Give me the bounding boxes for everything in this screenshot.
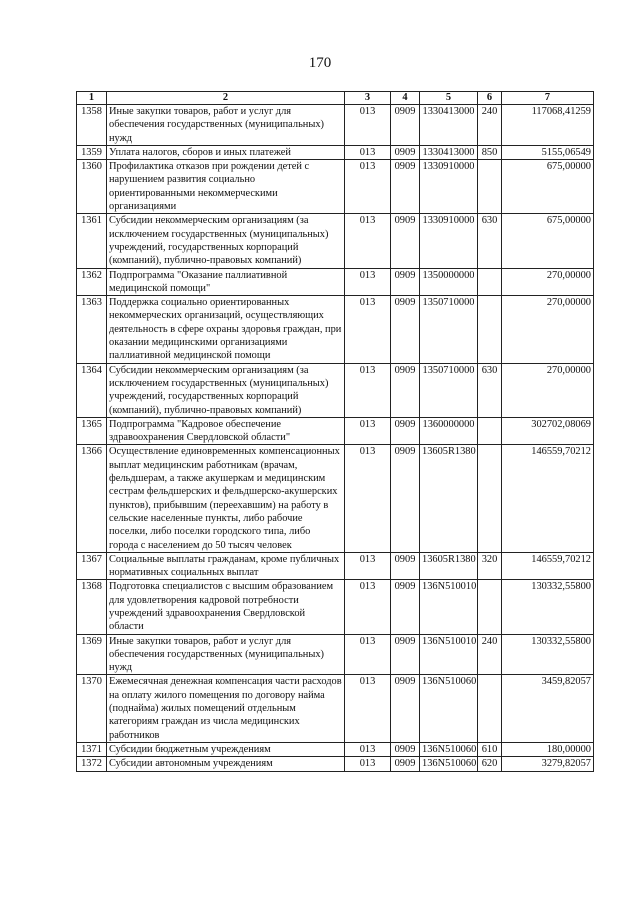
section-code-cell: 0909 (391, 580, 420, 634)
amount-cell: 130332,55800 (502, 634, 594, 675)
table-row (77, 145, 594, 159)
section-code-cell: 0909 (391, 105, 420, 146)
amount-cell: 3279,82057 (502, 757, 594, 771)
amount-cell: 270,00000 (502, 296, 594, 363)
row-number-cell: 1363 (77, 296, 107, 363)
column-header: 4 (391, 92, 420, 105)
table-row (77, 580, 594, 634)
table-row (77, 552, 594, 580)
budget-table (76, 91, 594, 772)
table-row (77, 634, 594, 675)
table-row (77, 214, 594, 268)
column-header: 1 (77, 92, 107, 105)
expense-name-cell: Субсидии некоммерческим организациям (за исключением государственных (муниципальных) учреждений, государственных корпораций (компаний), публично-правовых компаний) (107, 363, 345, 417)
expense-type-cell: 610 (478, 742, 502, 756)
page-number: 170 (308, 55, 332, 71)
row-number-cell: 1367 (77, 552, 107, 580)
expense-type-cell (478, 268, 502, 296)
amount-cell: 270,00000 (502, 268, 594, 296)
amount-cell: 117068,41259 (502, 105, 594, 146)
section-code-cell: 0909 (391, 757, 420, 771)
expense-type-cell (478, 445, 502, 552)
section-code-cell: 0909 (391, 634, 420, 675)
expense-name-cell: Ежемесячная денежная компенсация части расходов на оплату жилого помещения по договору найма (поднайма) жилых помещений отдельным категориям граждан из числа медицинских работников (107, 675, 345, 742)
table-row (77, 363, 594, 417)
table-row (77, 757, 594, 771)
amount-cell: 675,00000 (502, 214, 594, 268)
section-code-cell: 0909 (391, 268, 420, 296)
expense-name-cell: Подготовка специалистов с высшим образованием для удовлетворения кадровой потребности учреждений здравоохранения Свердловской области (107, 580, 345, 634)
expense-name-cell: Подпрограмма "Кадровое обеспечение здравоохранения Свердловской области" (107, 417, 345, 445)
expense-name-cell: Поддержка социально ориентированных некоммерческих организаций, осуществляющих деятельность в сфере охраны здоровья граждан, при оказании медицинскими организациями паллиативной медицинской помощи (107, 296, 345, 363)
row-number-cell: 1364 (77, 363, 107, 417)
target-article-cell: 136N510010 (420, 634, 478, 675)
row-number-cell: 1362 (77, 268, 107, 296)
target-article-cell: 13605R1380 (420, 552, 478, 580)
table-row (77, 417, 594, 445)
target-article-cell: 1330910000 (420, 214, 478, 268)
expense-name-cell: Подпрограмма "Оказание паллиативной медицинской помощи" (107, 268, 345, 296)
row-number-cell: 1360 (77, 160, 107, 214)
expense-type-cell: 630 (478, 363, 502, 417)
target-article-cell: 136N510060 (420, 757, 478, 771)
ministry-code-cell: 013 (345, 445, 391, 552)
target-article-cell: 1350710000 (420, 296, 478, 363)
table-row (77, 675, 594, 742)
ministry-code-cell: 013 (345, 214, 391, 268)
expense-type-cell: 240 (478, 105, 502, 146)
column-header: 5 (420, 92, 478, 105)
section-code-cell: 0909 (391, 445, 420, 552)
expense-name-cell: Уплата налогов, сборов и иных платежей (107, 145, 345, 159)
column-header: 3 (345, 92, 391, 105)
expense-type-cell (478, 417, 502, 445)
row-number-cell: 1369 (77, 634, 107, 675)
table-row (77, 160, 594, 214)
ministry-code-cell: 013 (345, 757, 391, 771)
table-body (77, 105, 594, 772)
section-code-cell: 0909 (391, 552, 420, 580)
ministry-code-cell: 013 (345, 417, 391, 445)
section-code-cell: 0909 (391, 145, 420, 159)
row-number-cell: 1372 (77, 757, 107, 771)
expense-type-cell (478, 296, 502, 363)
ministry-code-cell: 013 (345, 268, 391, 296)
amount-cell: 146559,70212 (502, 445, 594, 552)
ministry-code-cell: 013 (345, 675, 391, 742)
row-number-cell: 1368 (77, 580, 107, 634)
section-code-cell: 0909 (391, 363, 420, 417)
expense-name-cell: Осуществление единовременных компенсационных выплат медицинским работникам (врачам, фельдшерам, а также акушеркам и медицинским сестрам фельдшерских и фельдшерско-акушерских пунктов), прибывшим (переехавшим) на работу в сельские населенные пункты, либо рабочие поселки, либо поселки городского типа, либо города с населением до 50 тысяч человек (107, 445, 345, 552)
target-article-cell: 13605R1380 (420, 445, 478, 552)
target-article-cell: 1350710000 (420, 363, 478, 417)
expense-name-cell: Субсидии некоммерческим организациям (за исключением государственных (муниципальных) учреждений, государственных корпораций (компаний), публично-правовых компаний) (107, 214, 345, 268)
expense-type-cell: 620 (478, 757, 502, 771)
amount-cell: 3459,82057 (502, 675, 594, 742)
expense-type-cell: 850 (478, 145, 502, 159)
section-code-cell: 0909 (391, 675, 420, 742)
amount-cell: 675,00000 (502, 160, 594, 214)
amount-cell: 5155,06549 (502, 145, 594, 159)
row-number-cell: 1371 (77, 742, 107, 756)
expense-name-cell: Субсидии бюджетным учреждениям (107, 742, 345, 756)
table-row (77, 105, 594, 146)
row-number-cell: 1358 (77, 105, 107, 146)
row-number-cell: 1365 (77, 417, 107, 445)
table-header-row (77, 92, 594, 105)
table-row (77, 268, 594, 296)
ministry-code-cell: 013 (345, 552, 391, 580)
target-article-cell: 1330910000 (420, 160, 478, 214)
target-article-cell: 136N510060 (420, 675, 478, 742)
amount-cell: 302702,08069 (502, 417, 594, 445)
amount-cell: 146559,70212 (502, 552, 594, 580)
expense-name-cell: Профилактика отказов при рождении детей с нарушением развития социально ориентированными некоммерческими организациями (107, 160, 345, 214)
ministry-code-cell: 013 (345, 580, 391, 634)
table-row (77, 445, 594, 552)
ministry-code-cell: 013 (345, 160, 391, 214)
ministry-code-cell: 013 (345, 296, 391, 363)
expense-type-cell (478, 580, 502, 634)
target-article-cell: 1330413000 (420, 145, 478, 159)
table-row (77, 742, 594, 756)
row-number-cell: 1370 (77, 675, 107, 742)
table-row (77, 296, 594, 363)
expense-type-cell (478, 160, 502, 214)
section-code-cell: 0909 (391, 296, 420, 363)
expense-name-cell: Иные закупки товаров, работ и услуг для обеспечения государственных (муниципальных) нужд (107, 634, 345, 675)
ministry-code-cell: 013 (345, 634, 391, 675)
amount-cell: 270,00000 (502, 363, 594, 417)
expense-type-cell: 240 (478, 634, 502, 675)
target-article-cell: 136N510060 (420, 742, 478, 756)
section-code-cell: 0909 (391, 214, 420, 268)
expense-type-cell: 320 (478, 552, 502, 580)
section-code-cell: 0909 (391, 417, 420, 445)
ministry-code-cell: 013 (345, 145, 391, 159)
ministry-code-cell: 013 (345, 105, 391, 146)
ministry-code-cell: 013 (345, 363, 391, 417)
expense-name-cell: Иные закупки товаров, работ и услуг для обеспечения государственных (муниципальных) нужд (107, 105, 345, 146)
expense-type-cell: 630 (478, 214, 502, 268)
row-number-cell: 1361 (77, 214, 107, 268)
row-number-cell: 1366 (77, 445, 107, 552)
target-article-cell: 136N510010 (420, 580, 478, 634)
expense-name-cell: Субсидии автономным учреждениям (107, 757, 345, 771)
row-number-cell: 1359 (77, 145, 107, 159)
section-code-cell: 0909 (391, 742, 420, 756)
target-article-cell: 1360000000 (420, 417, 478, 445)
column-header: 2 (107, 92, 345, 105)
target-article-cell: 1350000000 (420, 268, 478, 296)
amount-cell: 130332,55800 (502, 580, 594, 634)
amount-cell: 180,00000 (502, 742, 594, 756)
column-header: 6 (478, 92, 502, 105)
section-code-cell: 0909 (391, 160, 420, 214)
expense-type-cell (478, 675, 502, 742)
target-article-cell: 1330413000 (420, 105, 478, 146)
expense-name-cell: Социальные выплаты гражданам, кроме публичных нормативных социальных выплат (107, 552, 345, 580)
ministry-code-cell: 013 (345, 742, 391, 756)
column-header: 7 (502, 92, 594, 105)
